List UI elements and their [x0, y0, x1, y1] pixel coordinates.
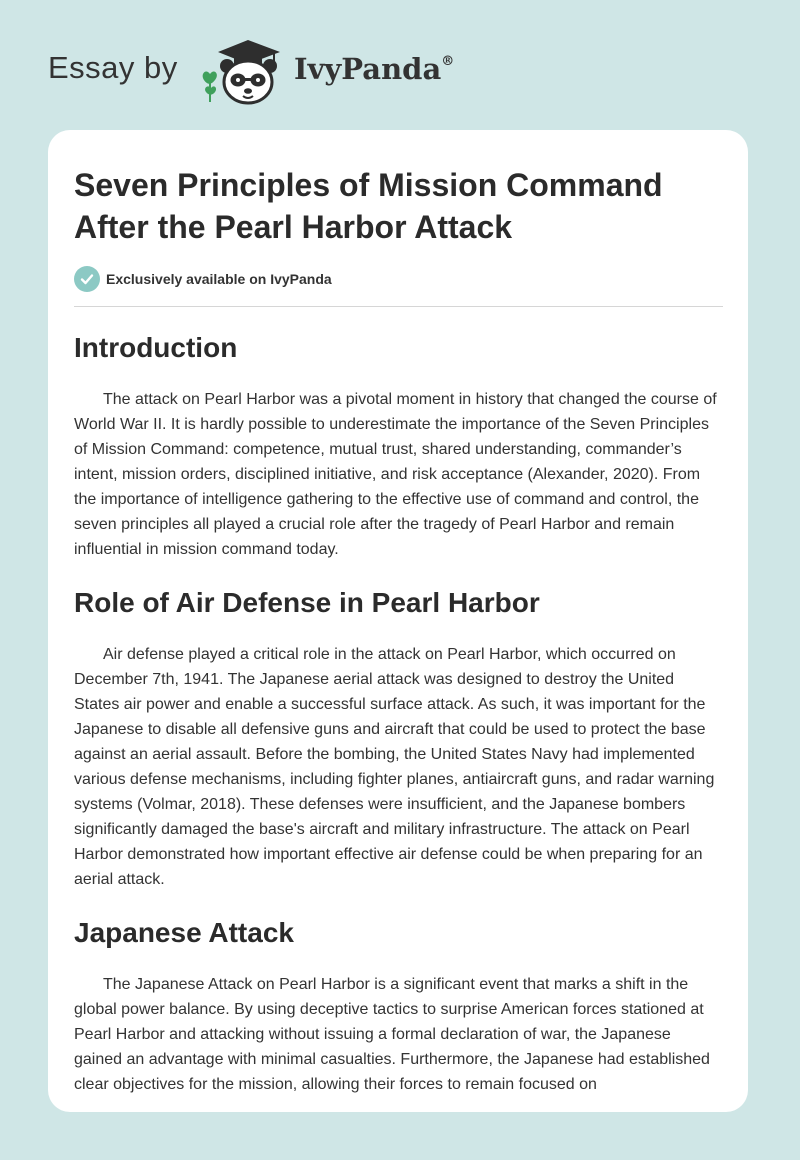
article-content	[74, 164, 723, 1097]
exclusive-badge	[74, 266, 723, 292]
title-divider	[74, 306, 723, 307]
section-heading: Role of Air Defense in Pearl Harbor	[74, 587, 540, 618]
essay-by-label: Essay by	[48, 50, 178, 85]
section-heading: Introduction	[74, 332, 238, 363]
panda-graduate-icon[interactable]	[200, 36, 286, 108]
section-paragraph: Air defense played a critical role in the attack on Pearl Harbor, which occurred on December 7th, 1941. The Japanese aerial attack was designed to destroy the United States air power and enable a successful surface attack. As such, it was important for the Japanese to disable all defensive guns and aircraft that could be used to protect the base against an aerial assault. Before the bombing, the United States Navy had implemented various defense mechanisms, including fighter planes, antiaircraft guns, and radar warning systems (Volmar, 2018). These defenses were insufficient, and the Japanese bombers significantly damaged the base's aircraft and military infrastructure. The attack on Pearl Harbor demonstrated how important effective air defense could be when preparing for an aerial attack.	[74, 646, 715, 888]
brand-text: IvyPanda	[294, 52, 442, 86]
check-circle-icon	[74, 266, 100, 292]
section-introduction	[74, 331, 723, 562]
exclusive-label: Exclusively available on IvyPanda	[106, 271, 332, 287]
section-heading: Japanese Attack	[74, 917, 294, 948]
brand-name[interactable]	[294, 52, 454, 86]
article-card	[48, 130, 748, 1112]
section-air-defense	[74, 586, 723, 892]
section-paragraph: The Japanese Attack on Pearl Harbor is a significant event that marks a shift in the global power balance. By using deceptive tactics to surprise American forces stationed at Pearl Harbor and attacking without issuing a formal declaration of war, the Japanese gained an advantage with minimal casualties. Furthermore, the Japanese had established clear objectives for the mission, allowing their forces to remain focused on	[74, 976, 710, 1093]
section-paragraph: The attack on Pearl Harbor was a pivotal moment in history that changed the course of World War II. It is hardly possible to underestimate the importance of the Seven Principles of Mission Command: competence, mutual trust, shared understanding, commander’s intent, mission orders, disciplined initiative, and risk acceptance (Alexander, 2020). From the importance of intelligence gathering to the effective use of command and control, the seven principles all played a crucial role after the tragedy of Pearl Harbor and remain influential in mission command today.	[74, 391, 717, 558]
site-header	[48, 36, 748, 108]
section-japanese-attack	[74, 916, 723, 1097]
registered-mark: ®	[441, 54, 455, 69]
article-title: Seven Principles of Mission Command After the Pearl Harbor Attack	[74, 167, 663, 245]
